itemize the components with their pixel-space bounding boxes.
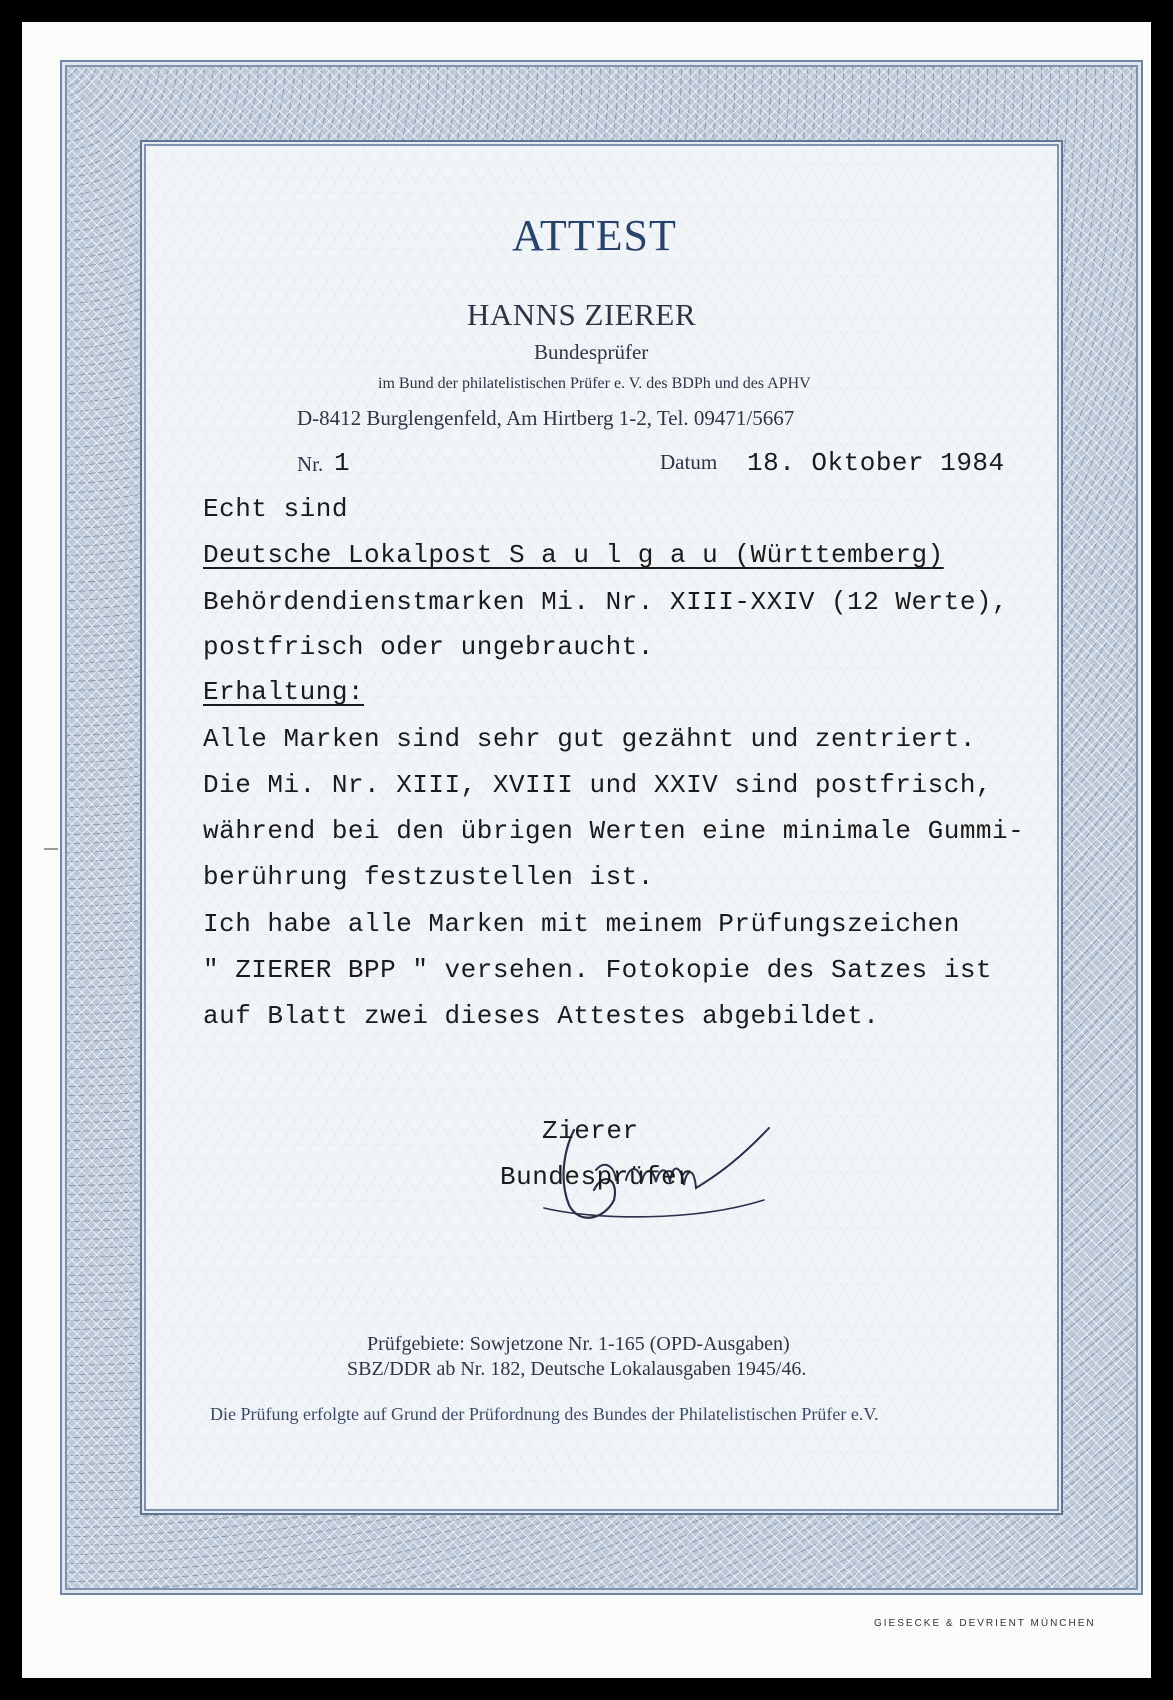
nr-value: 1 (334, 448, 351, 478)
body-line-7: Die Mi. Nr. XIII, XVIII und XXIV sind postfrisch, (203, 770, 993, 800)
date-label: Datum (660, 450, 718, 474)
body-line-11: " ZIERER BPP " versehen. Fotokopie des Satzes ist (203, 955, 993, 985)
printer-imprint: GIESECKE & DEVRIENT MÜNCHEN (874, 1618, 1096, 1629)
examiner-role: Bundesprüfer (534, 340, 649, 364)
certificate-title: ATTEST (512, 211, 677, 260)
body-line-1: Echt sind (203, 494, 348, 524)
body-line-3: Behördendienstmarken Mi. Nr. XIII-XXIV (12 Werte), (203, 587, 1009, 617)
affiliation-line: im Bund der philatelistischen Prüfer e. V. des BDPh und des APHV (378, 375, 811, 392)
exam-basis: Die Prüfung erfolgte auf Grund der Prüfordnung des Bundes der Philatelistischen Prüfer e.V. (210, 1404, 879, 1424)
condition-heading: Erhaltung: (203, 677, 365, 707)
nr-label: Nr. (297, 452, 324, 476)
body-line-10: Ich habe alle Marken mit meinem Prüfungszeichen (203, 909, 960, 939)
date-value: 18. Oktober 1984 (747, 448, 1005, 478)
address-line: D-8412 Burglengenfeld, Am Hirtberg 1-2, Tel. 09471/5667 (297, 406, 795, 430)
body-line-2: Deutsche Lokalpost S a u l g a u (Württemberg) (203, 540, 944, 570)
body-line-6: Alle Marken sind sehr gut gezähnt und zentriert. (203, 724, 976, 754)
exam-areas-line-1: Prüfgebiete: Sowjetzone Nr. 1-165 (OPD-Ausgaben) (367, 1333, 790, 1355)
exam-areas-line-2: SBZ/DDR ab Nr. 182, Deutsche Lokalausgaben 1945/46. (347, 1358, 807, 1380)
certificate-sheet (22, 22, 1151, 1678)
body-line-8: während bei den übrigen Werten eine minimale Gummi- (203, 816, 1025, 846)
signer-role: Bundesprüfer (500, 1162, 694, 1192)
body-line-4: postfrisch oder ungebraucht. (203, 632, 654, 662)
body-line-9: berührung festzustellen ist. (203, 862, 654, 892)
body-line-12: auf Blatt zwei dieses Attestes abgebildet. (203, 1001, 880, 1031)
signer-name: Zierer (542, 1116, 639, 1146)
examiner-name: HANNS ZIERER (467, 297, 697, 332)
fold-mark (44, 848, 58, 850)
